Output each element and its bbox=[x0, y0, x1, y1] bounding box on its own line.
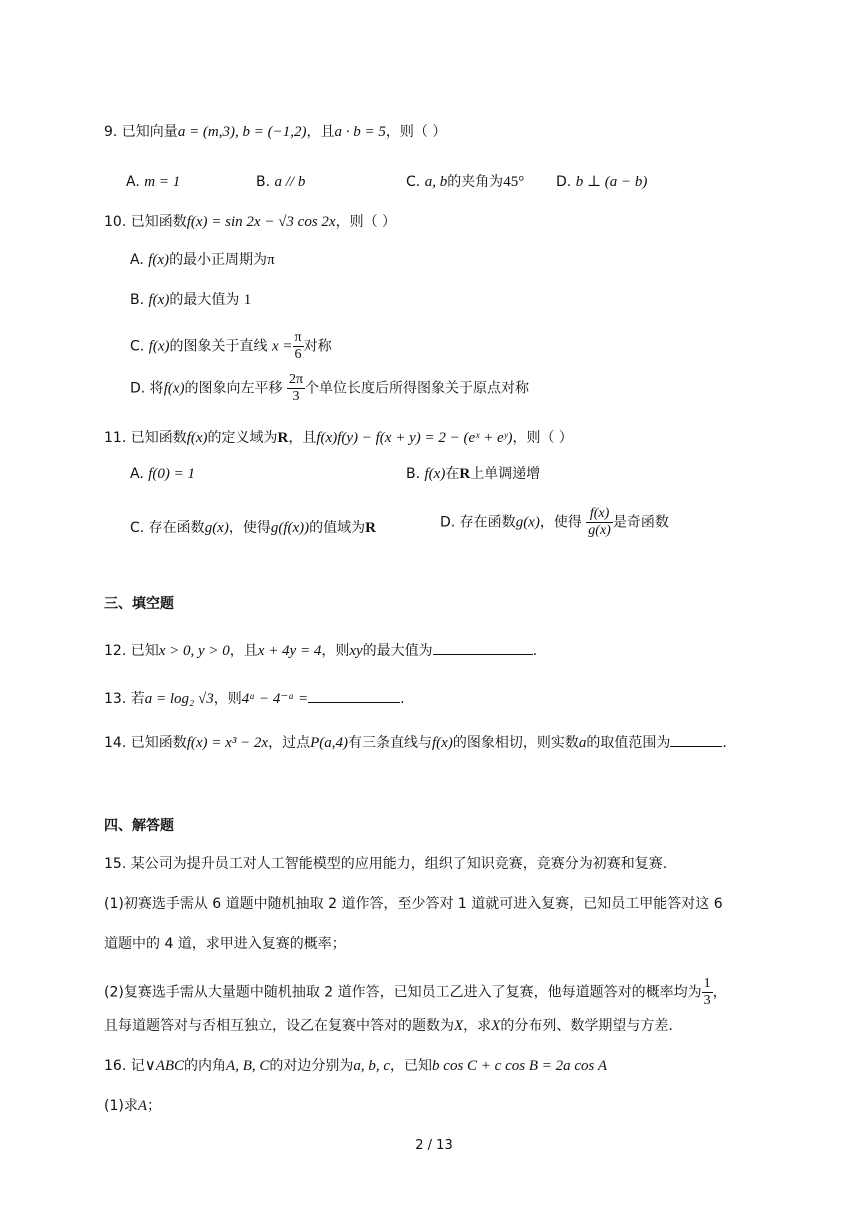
q12 bbox=[104, 640, 537, 661]
q14-text: ，过点 bbox=[268, 735, 311, 751]
option-value: 45° bbox=[503, 174, 525, 190]
q14-text: 的取值范围为 bbox=[586, 735, 671, 751]
option-text: 对称 bbox=[303, 338, 332, 355]
option-label: C. bbox=[130, 338, 145, 355]
answer-blank[interactable] bbox=[670, 732, 722, 747]
option-text: 个单位长度后所得图象关于原点对称 bbox=[305, 380, 530, 397]
q12-text: 的最大值为 bbox=[362, 643, 433, 659]
q16-stem bbox=[104, 1056, 607, 1076]
option-math: g(f(x)) bbox=[270, 520, 310, 536]
q9-dot-product: a · b = 5 bbox=[334, 124, 386, 140]
q15-var: X bbox=[454, 1018, 464, 1034]
option-label: D. 将 bbox=[130, 380, 164, 397]
option-text: 的值域为 bbox=[309, 520, 366, 536]
q11-stem-text: 11. 已知函数 bbox=[104, 430, 187, 446]
q12-math: xy bbox=[349, 643, 363, 659]
q9-option-d bbox=[556, 172, 647, 192]
q12-math: x > 0, y > 0 bbox=[158, 643, 230, 659]
q15-line-4-end: ， bbox=[712, 984, 727, 1001]
option-math: b ⊥ (a − b) bbox=[575, 174, 648, 190]
q15-line-3: 道题中的 4 道，求甲进入复赛的概率； bbox=[104, 936, 346, 952]
q10-option-c bbox=[130, 330, 332, 363]
q9-tail: ，则（ ） bbox=[385, 124, 447, 140]
q10-stem bbox=[104, 212, 396, 232]
option-label: D. bbox=[556, 174, 572, 190]
q9-vectors: a = (m,3), b = (−1,2) bbox=[177, 124, 307, 140]
q15-line-1: 15. 某公司为提升员工对人工智能模型的应用能力，组织了知识竞赛，竞赛分为初赛和复赛. bbox=[104, 856, 668, 872]
q12-stem-text: 12. 已知 bbox=[104, 643, 159, 659]
q16-part-1 bbox=[104, 1096, 161, 1116]
option-text: 上单调递增 bbox=[470, 466, 541, 482]
option-label: B. bbox=[130, 292, 145, 308]
answer-blank[interactable] bbox=[433, 640, 533, 655]
option-math: f(x) bbox=[148, 252, 170, 268]
q14-math: f(x) = x³ − 2x bbox=[186, 735, 269, 751]
fraction bbox=[287, 372, 305, 405]
option-label: A. bbox=[130, 466, 144, 482]
option-value: π bbox=[267, 252, 275, 268]
section-heading-fill-in: 三、填空题 bbox=[104, 596, 174, 612]
option-label: A. bbox=[130, 252, 144, 268]
q11-option-c bbox=[130, 518, 376, 538]
q11-option-a bbox=[130, 464, 195, 484]
option-math: f(x) bbox=[148, 292, 170, 308]
option-text: 的图象关于直线 bbox=[169, 338, 268, 355]
q10-function: f(x) = sin 2x − √3 cos 2x bbox=[186, 214, 336, 230]
option-value: 1 bbox=[243, 292, 252, 308]
option-math: a, b bbox=[424, 174, 448, 190]
fraction bbox=[293, 330, 304, 363]
option-text: 在 bbox=[445, 466, 460, 482]
option-math: f(0) = 1 bbox=[148, 466, 196, 482]
fraction-denominator: 3 bbox=[703, 993, 711, 1008]
q9-option-a bbox=[126, 172, 180, 192]
q10-option-d bbox=[130, 372, 529, 405]
q11-f: f(x) bbox=[186, 430, 208, 446]
q16-math: A, B, C bbox=[226, 1058, 270, 1074]
q12-text: ，且 bbox=[229, 643, 258, 659]
q11-tail: ，则（ ） bbox=[512, 430, 573, 446]
q14-stem-text: 14. 已知函数 bbox=[104, 735, 187, 751]
q15-line-5-text: 的分布列、数学期望与方差. bbox=[500, 1018, 673, 1034]
q14-text: 的图象相切，则实数 bbox=[452, 735, 579, 751]
q16-text: 的内角 bbox=[184, 1058, 227, 1074]
q14-math: a bbox=[578, 735, 587, 751]
fraction bbox=[702, 976, 713, 1009]
option-math: x = bbox=[271, 338, 293, 355]
q16-var: A bbox=[137, 1098, 148, 1114]
q14 bbox=[104, 732, 727, 753]
option-math: f(x) bbox=[148, 338, 170, 355]
fraction bbox=[586, 506, 613, 539]
q14-math: P(a,4) bbox=[310, 735, 348, 751]
option-label: D. 存在函数 bbox=[440, 514, 516, 531]
option-label: A. bbox=[126, 174, 140, 190]
q15-line-4-text: (2)复赛选手需从大量题中随机抽取 2 道作答，已知员工乙进入了复赛，他每道题答对的概率均为 bbox=[104, 984, 702, 1001]
q11-text: ，且 bbox=[288, 430, 317, 446]
q11-option-b bbox=[406, 464, 540, 484]
q15-line-2: (1)初赛选手需从 6 道题中随机抽取 2 道作答，至少答对 1 道就可进入复赛，已知员工甲能答对这 6 bbox=[104, 896, 723, 912]
option-math: a // b bbox=[274, 174, 306, 190]
fraction-denominator: 6 bbox=[294, 347, 302, 362]
option-text: 的最大值为 bbox=[169, 292, 240, 308]
option-math: g(x) bbox=[515, 514, 540, 531]
q10-stem-text: 10. 已知函数 bbox=[104, 214, 187, 230]
q13-math: a = log₂ √3 bbox=[144, 691, 214, 707]
q13-math: 4ᵃ − 4⁻ᵃ = bbox=[241, 691, 309, 707]
q11-reals: R bbox=[277, 430, 289, 446]
q13-text: ，则 bbox=[213, 691, 242, 707]
option-text: ，使得 bbox=[539, 514, 582, 531]
option-text: 的图象向左平移 bbox=[184, 380, 283, 397]
q12-end: . bbox=[532, 643, 538, 659]
q16-text: ，已知 bbox=[390, 1058, 433, 1074]
option-reals: R bbox=[365, 520, 376, 536]
q16-text: 的对边分别为 bbox=[269, 1058, 354, 1074]
q16-part-1-end: ； bbox=[147, 1098, 162, 1114]
q13-stem-text: 13. 若 bbox=[104, 691, 145, 707]
q14-end: . bbox=[722, 735, 727, 751]
q16-part-1-text: (1)求 bbox=[104, 1098, 138, 1114]
q13 bbox=[104, 688, 405, 709]
option-math: f(x) bbox=[163, 380, 185, 397]
q11-text: 的定义域为 bbox=[207, 430, 278, 446]
q12-math: x + 4y = 4 bbox=[257, 643, 322, 659]
q10-option-a bbox=[130, 250, 275, 270]
section-heading-problems: 四、解答题 bbox=[104, 818, 174, 834]
q9-stem bbox=[104, 122, 446, 142]
option-label: B. bbox=[406, 466, 421, 482]
q14-math: f(x) bbox=[432, 735, 453, 751]
answer-blank[interactable] bbox=[308, 688, 400, 703]
q10-tail: ，则（ ） bbox=[335, 214, 397, 230]
fraction-numerator: 1 bbox=[703, 976, 711, 991]
q9-mid: ，且 bbox=[306, 124, 335, 140]
option-math: g(x) bbox=[204, 520, 229, 536]
q15-line-5-text: ，求 bbox=[463, 1018, 492, 1034]
option-label: B. bbox=[256, 174, 271, 190]
option-math: f(x) bbox=[424, 466, 446, 482]
q10-option-b bbox=[130, 290, 251, 310]
q16-triangle: ∨ABC bbox=[144, 1058, 185, 1074]
page-number: 2 / 13 bbox=[415, 1138, 453, 1153]
q11-option-d bbox=[440, 506, 669, 539]
option-label: C. 存在函数 bbox=[130, 520, 205, 536]
fraction-numerator: f(x) bbox=[586, 506, 613, 523]
q15-var: X bbox=[491, 1018, 501, 1034]
q13-end: . bbox=[400, 691, 405, 707]
q15-line-5-text: 且每道题答对与否相互独立，设乙在复赛中答对的题数为 bbox=[104, 1018, 454, 1034]
option-text: 的夹角为 bbox=[447, 174, 504, 190]
q12-text: ，则 bbox=[321, 643, 350, 659]
fraction-denominator: 3 bbox=[292, 389, 300, 404]
option-text: 是奇函数 bbox=[612, 514, 669, 531]
fraction-numerator: π bbox=[294, 330, 302, 345]
q11-equation: f(x)f(y) − f(x + y) = 2 − (eˣ + eʸ) bbox=[316, 430, 513, 446]
q9-option-c bbox=[406, 172, 524, 192]
option-math: m = 1 bbox=[144, 174, 181, 190]
fraction-denominator: g(x) bbox=[588, 523, 611, 538]
q16-stem-text: 16. 记 bbox=[104, 1058, 145, 1074]
q15-line-4 bbox=[104, 976, 727, 1009]
q16-equation: b cos C + c cos B = 2a cos A bbox=[432, 1058, 607, 1074]
q9-stem-text: 9. 已知向量 bbox=[104, 124, 178, 140]
q11-stem bbox=[104, 428, 573, 448]
q16-math: a, b, c bbox=[353, 1058, 391, 1074]
option-label: C. bbox=[406, 174, 421, 190]
fraction-numerator: 2π bbox=[288, 372, 304, 387]
q15-line-5 bbox=[104, 1016, 673, 1036]
q9-option-b bbox=[256, 172, 305, 192]
option-text: ，使得 bbox=[228, 520, 271, 536]
option-text: 的最小正周期为 bbox=[169, 252, 268, 268]
option-reals: R bbox=[459, 466, 471, 482]
q14-text: 有三条直线与 bbox=[348, 735, 432, 751]
